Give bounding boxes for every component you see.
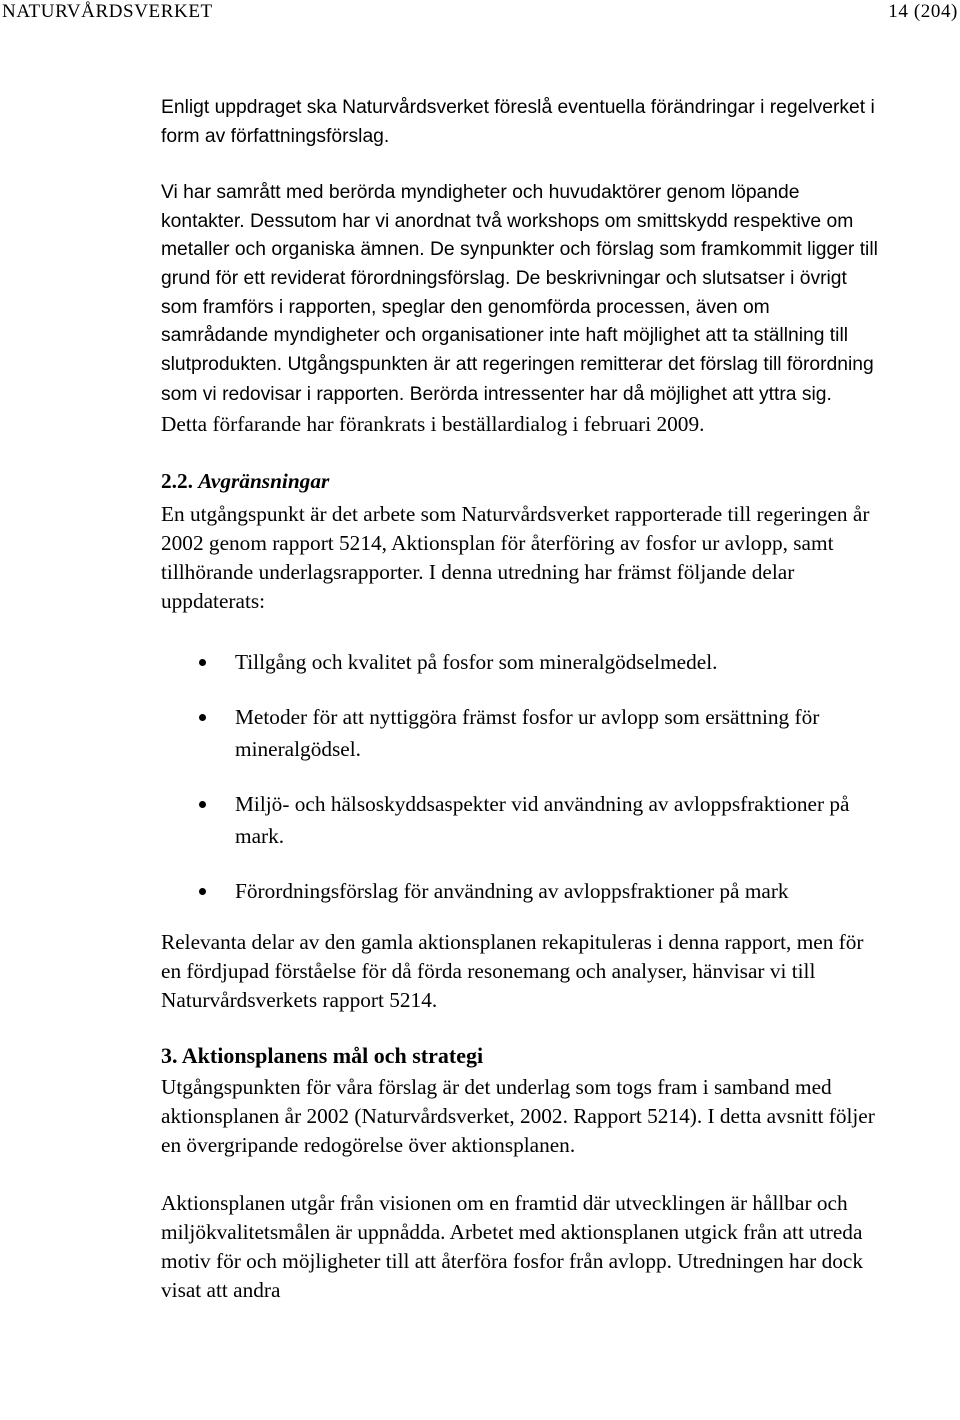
list-item-text: Miljö- och hälsoskyddsaspekter vid användning av avloppsfraktioner på mark. [235,791,850,848]
paragraph-consultation-serif-lead: De beskrivningar och slutsatser i övrigt som framförs i rapporten, speglar den genomförda processen, även om samrådande myndigheter och organisationer inte haft möjlighet att ta ställning till slutprodukten. Utgångspunkten är att regeringen remitterar det förslag till förordning som vi redovisar i rapporten. Berörda intressenter har då möjlighet att yttra sig. [161,267,874,406]
list-item [161,701,881,765]
list-item-text: Förordningsförslag för användning av avloppsfraktioner på mark [235,878,789,903]
paragraph-section3-intro: Utgångspunkten för våra förslag är det underlag som togs fram i samband med aktionsplanen år 2002 (Naturvårdsverket, 2002. Rapport 5214). I detta avsnitt följer en övergripande redogörelse över aktionsplanen. [161,1074,875,1157]
list-item [161,646,881,678]
bullet-list [161,646,881,907]
page-header [2,0,958,24]
section-title: Avgränsningar [198,468,330,493]
section-heading-3: 3. Aktionsplanens mål och strategi [161,1042,484,1068]
bullet-icon [199,659,206,666]
section-number: 2.2. [161,468,193,493]
paragraph-section3-vision: Aktionsplanen utgår från visionen om en framtid där utvecklingen är hållbar och miljökvalitetsmålen är uppnådda. Arbetet med aktionsplanen utgick från att utreda motiv för och möjligheter till att återföra fosfor från avlopp. Utredningen har dock visat att andra [161,1190,863,1302]
header-org-name: NATURVÅRDSVERKET [2,1,213,22]
bullet-icon [199,801,206,808]
list-item [161,875,881,907]
paragraph-consultation-sans: Vi har samrått med berörda myndigheter och huvudaktörer genom löpande kontakter. Dessutom har vi anordnat två workshops om smittskydd respektive om metaller och organiska ämnen. De synpunkter och förslag som framkommit ligger till grund för ett reviderat förordningsförslag. [161,182,878,289]
paragraph-scope-outro: Relevanta delar av den gamla aktionsplanen rekapituleras i denna rapport, men för en fördjupad förståelse för då förda resonemang och analyser, hänvisar vi till Naturvårdsverkets rapport 5214. [161,929,864,1012]
paragraph-mandate: Enligt uppdraget ska Naturvårdsverket föreslå eventuella förändringar i regelverket i form av författningsförslag. [161,97,875,147]
section-heading-2-2 [161,467,881,496]
paragraph-consultation-serif-tail: Detta förfarande har förankrats i beställardialog i februari 2009. [161,411,705,436]
paragraph-scope-intro: En utgångspunkt är det arbete som Naturvårdsverket rapporterade till regeringen år 2002 genom rapport 5214, Aktionsplan för återföring av fosfor ur avlopp, samt tillhörande underlagsrapporter. I denna utredning har främst följande delar uppdaterats: [161,501,870,613]
header-page-number: 14 (204) [888,1,958,22]
paragraph-consultation [161,179,881,440]
list-item-text: Metoder för att nyttiggöra främst fosfor ur avlopp som ersättning för mineralgödsel. [235,704,820,761]
bullet-icon [199,714,206,721]
list-item-text: Tillgång och kvalitet på fosfor som mineralgödselmedel. [235,649,718,674]
bullet-icon [199,888,206,895]
page-content [161,94,881,1305]
list-item [161,788,881,852]
